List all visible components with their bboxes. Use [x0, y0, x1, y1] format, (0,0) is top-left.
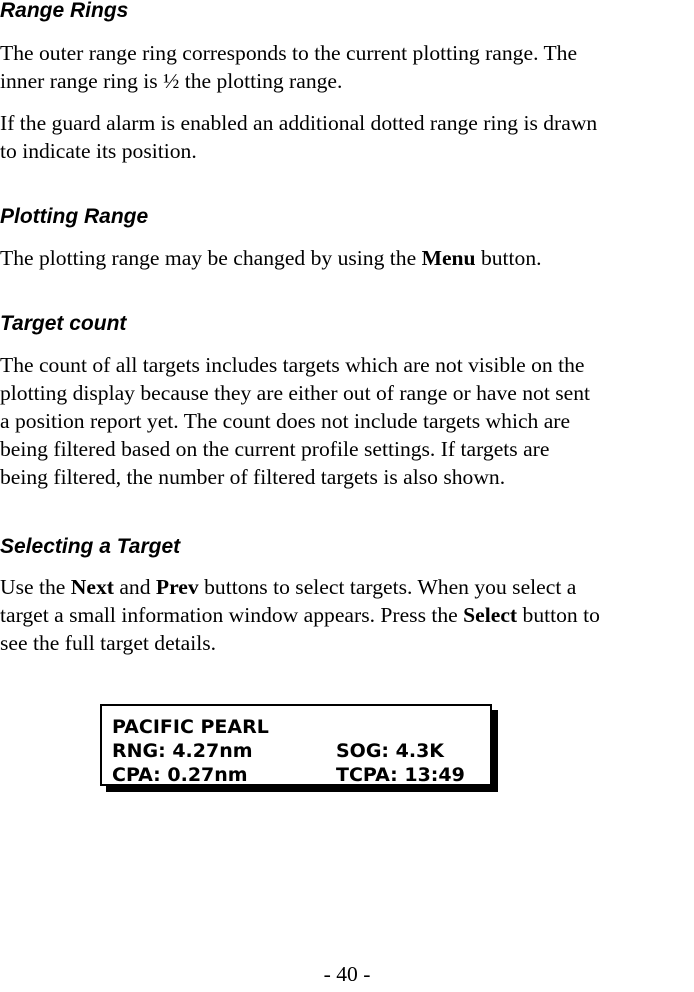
- heading-range-rings: Range Rings: [0, 0, 129, 22]
- target-cpa: CPA: 0.27nm: [112, 764, 248, 786]
- text-span: button.: [475, 246, 542, 270]
- target-name: PACIFIC PEARL: [112, 716, 269, 738]
- paragraph-range-rings-2: [0, 109, 694, 165]
- target-sog: SOG: 4.3K: [336, 740, 445, 762]
- text-line: to indicate its position.: [0, 139, 197, 163]
- text-line: a position report yet. The count does not include targets which are: [0, 409, 571, 433]
- text-span: button to: [517, 603, 600, 627]
- text-line: inner range ring is ½ the plotting range.: [0, 69, 343, 93]
- text-span: and: [113, 575, 156, 599]
- text-line: The count of all targets includes targets which are not visible on the: [0, 353, 585, 377]
- heading-selecting-a-target: Selecting a Target: [0, 535, 181, 558]
- text-line: see the full target details.: [0, 631, 217, 655]
- page-number: - 40 -: [323, 962, 371, 986]
- text-line: plotting display because they are either out of range or have not sent: [0, 381, 591, 405]
- target-tcpa: TCPA: 13:49: [336, 764, 465, 786]
- text-line: The outer range ring corresponds to the current plotting range. The: [0, 41, 578, 65]
- heading-plotting-range: Plotting Range: [0, 205, 149, 228]
- text-span: The plotting range may be changed by using the: [0, 246, 422, 270]
- text-span: Use the: [0, 575, 71, 599]
- text-line: [0, 573, 694, 601]
- paragraph-plotting-range: [0, 244, 694, 272]
- info-row-cpa: [112, 763, 490, 787]
- info-row-range: [112, 739, 490, 763]
- select-button-reference: Select: [463, 603, 518, 627]
- text-span: buttons to select targets. When you select a: [198, 575, 577, 599]
- text-line: being filtered, the number of filtered targets is also shown.: [0, 465, 506, 489]
- heading-target-count: Target count: [0, 312, 127, 335]
- text-line: being filtered based on the current profile settings. If targets are: [0, 437, 550, 461]
- text-line: [0, 601, 694, 629]
- paragraph-selecting-a-target: [0, 573, 694, 657]
- text-line: If the guard alarm is enabled an additional dotted range ring is drawn: [0, 111, 598, 135]
- menu-button-reference: Menu: [421, 246, 476, 270]
- target-range: RNG: 4.27nm: [112, 740, 253, 762]
- prev-button-reference: Prev: [155, 575, 199, 599]
- paragraph-range-rings-1: [0, 39, 694, 95]
- text-span: target a small information window appears. Press the: [0, 603, 464, 627]
- target-info-window: [100, 704, 492, 786]
- info-row-name: [112, 715, 490, 739]
- paragraph-target-count: [0, 351, 694, 491]
- text-line: [0, 244, 694, 272]
- next-button-reference: Next: [70, 575, 114, 599]
